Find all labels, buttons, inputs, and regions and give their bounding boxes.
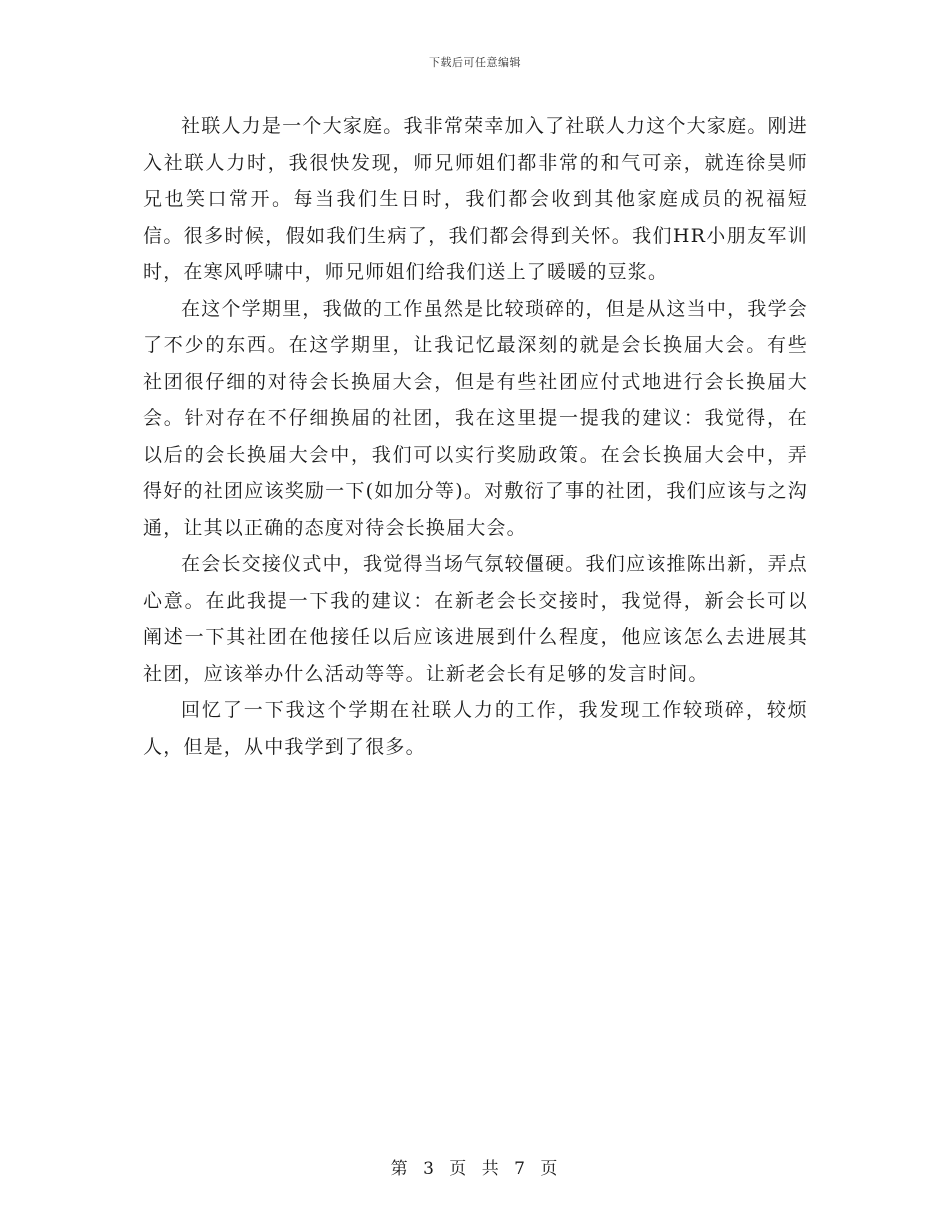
paragraph-1: 社联人力是一个大家庭。我非常荣幸加入了社联人力这个大家庭。刚进入社联人力时，我很快发现，师兄师姐们都非常的和气可亲，就连徐昊师兄也笑口常开。每当我们生日时，我们都会收到其他家庭成员的祝福短信。很多时候，假如我们生病了，我们都会得到关怀。我们HR小朋友军训时，在寒风呼啸中，师兄师姐们给我们送上了暖暖的豆浆。 — [143, 115, 808, 283]
page-number-footer: 第 3 页 共 7 页 — [390, 1159, 560, 1179]
paragraph-3: 在会长交接仪式中，我觉得当场气氛较僵硬。我们应该推陈出新，弄点心意。在此我提一下我的建议：在新老会长交接时，我觉得，新会长可以阐述一下其社团在他接任以后应该进展到什么程度，他应该怎么去进展其社团，应该举办什么活动等等。让新老会长有足够的发言时间。 — [143, 553, 808, 685]
document-body — [143, 108, 808, 765]
paragraph-2: 在这个学期里，我做的工作虽然是比较琐碎的，但是从这当中，我学会了不少的东西。在这学期里，让我记忆最深刻的就是会长换届大会。有些社团很仔细的对待会长换届大会，但是有些社团应付式地进行会长换届大会。针对存在不仔细换届的社团，我在这里提一提我的建议：我觉得，在以后的会长换届大会中，我们可以实行奖励政策。在会长换届大会中，弄得好的社团应该奖励一下(如加分等)。对敷衍了事的社团，我们应该与之沟通，让其以正确的态度对待会长换届大会。 — [143, 297, 808, 539]
paragraph-4: 回忆了一下我这个学期在社联人力的工作，我发现工作较琐碎，较烦人，但是，从中我学到了很多。 — [143, 699, 808, 758]
page-header: 下载后可任意编辑 — [429, 56, 521, 69]
